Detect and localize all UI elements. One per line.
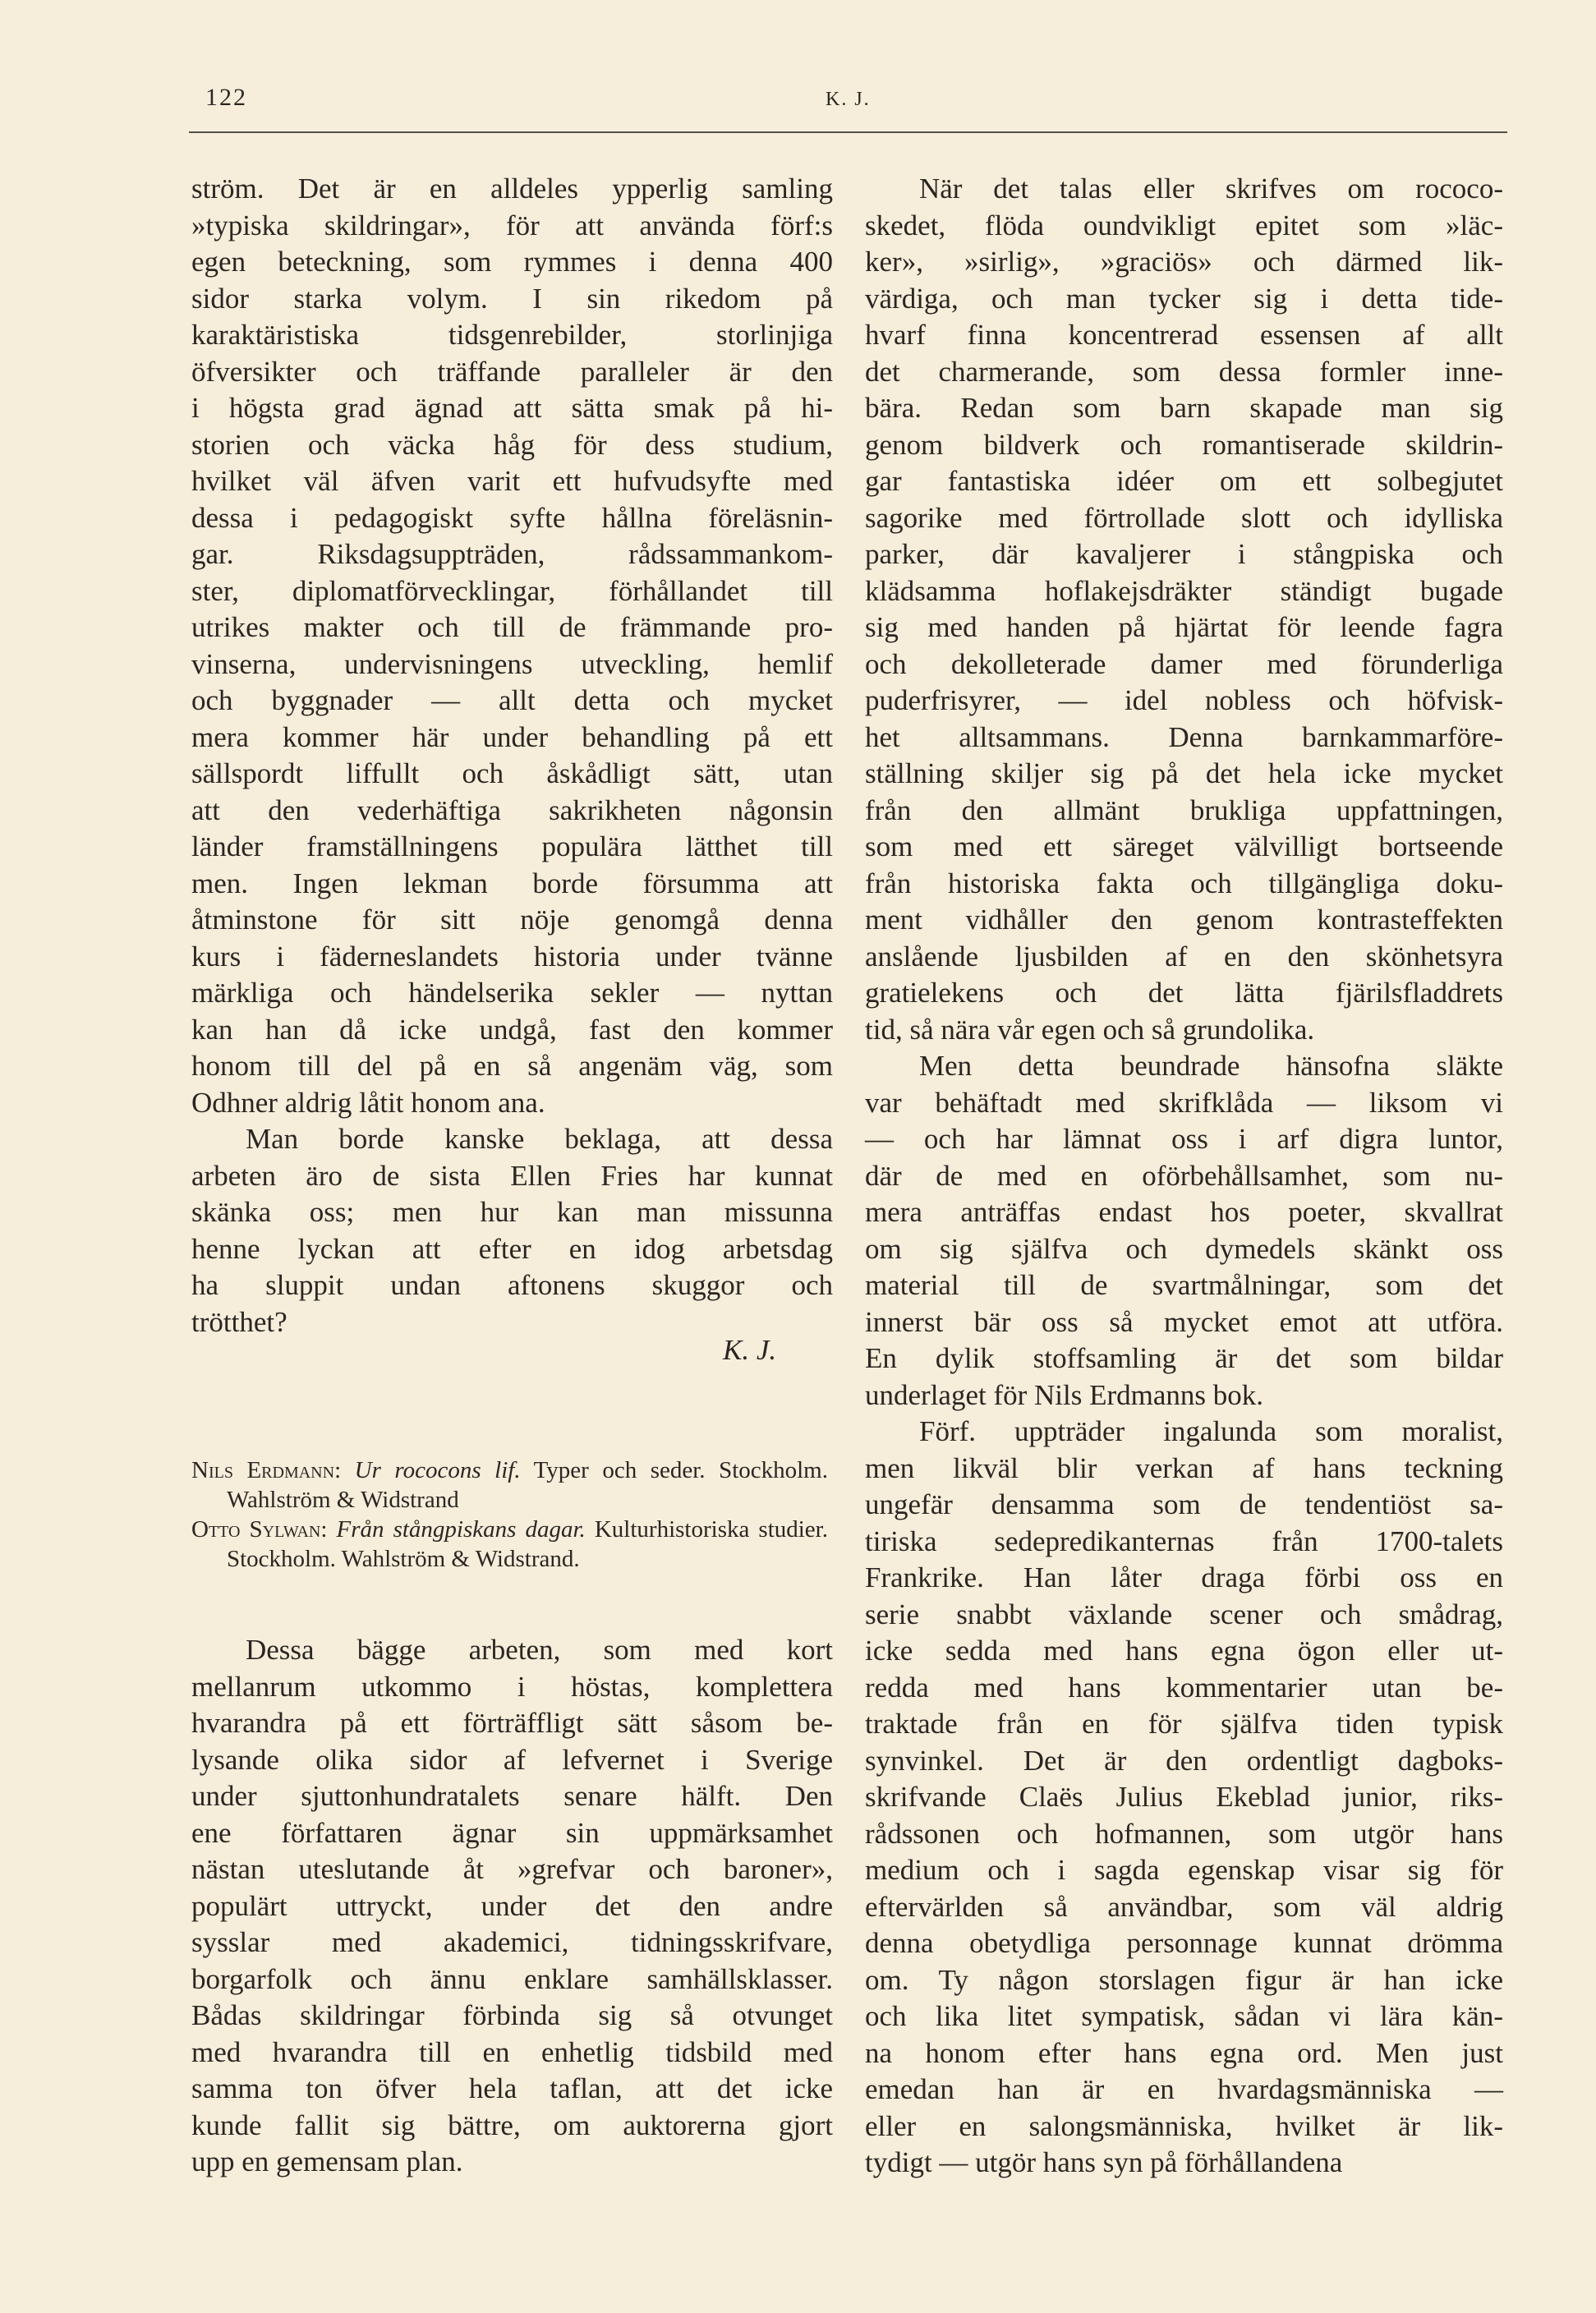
text-line: tid, så nära vår egen och så grundolika. [865, 1013, 1315, 1046]
citation-author: Nils Erdmann [191, 1457, 335, 1483]
text-line: om sig själfva och dymedels skänkt oss [865, 1232, 1503, 1265]
text-line: där de med en oförbehållsamhet, som nu- [865, 1159, 1503, 1192]
text-line: sidor starka volym. I sin rikedom på [191, 282, 833, 315]
text-line: upp en gemensam plan. [191, 2145, 463, 2177]
text-line: Frankrike. Han låter draga förbi oss en [865, 1561, 1503, 1593]
left-column-review [191, 1632, 833, 2181]
text-line: och lika litet sympatisk, sådan vi lära kän- [865, 2000, 1503, 2032]
running-head: K. J. [826, 89, 871, 110]
text-line: En dylik stoffsamling är det som bildar [865, 1342, 1503, 1374]
text-line: vinserna, undervisningens utveckling, hemlif [191, 647, 833, 680]
text-line: eller en salongsmänniska, hvilket är lik- [865, 2109, 1503, 2142]
text-line: sig med handen på hjärtat för leende fagra [865, 611, 1503, 643]
text-line: — och har lämnat oss i arf digra luntor, [865, 1123, 1503, 1155]
right-column [865, 171, 1503, 2182]
text-line: skrifvande Claës Julius Ekeblad junior, riks- [865, 1781, 1503, 1813]
text-line: Men detta beundrade hänsofna släkte [919, 1050, 1503, 1082]
book-citations [191, 1455, 828, 1574]
text-line: ungefär densamma som de tendentiöst sa- [865, 1488, 1503, 1520]
text-line: åtminstone för sitt nöje genomgå denna [191, 904, 833, 936]
text-line: skänka oss; men hur kan man missunna [191, 1196, 833, 1228]
text-line: eftervärlden så användbar, som väl aldrig [865, 1890, 1503, 1923]
text-line: mera anträffas endast hos poeter, skvallrat [865, 1196, 1503, 1228]
citation-details: Kulturhistoriska studier. Stockholm. Wahlström & Widstrand. [227, 1516, 828, 1572]
citation-item: Otto Sylwan: Från stångpiskans dagar. Kulturhistoriska studier. Stockholm. Wahlström & Widstrand. [191, 1516, 828, 1572]
text-line: Man borde kanske beklaga, att dessa [246, 1123, 833, 1155]
text-line: kan han då icke undgå, fast den kommer [191, 1013, 833, 1046]
text-line: och byggnader — allt detta och mycket [191, 684, 833, 716]
header-rule [189, 131, 1507, 133]
text-line: underlaget för Nils Erdmanns bok. [865, 1378, 1264, 1411]
text-line: När det talas eller skrifves om rococo- [919, 172, 1503, 205]
text-line: ha sluppit undan aftonens skuggor och [191, 1269, 833, 1301]
text-line: sällspordt liffullt och åskådligt sätt, utan [191, 757, 833, 789]
citation-author: Otto Sylwan [191, 1516, 321, 1543]
text-line: mera kommer här under behandling på ett [191, 720, 833, 753]
text-line: karaktäristiska tidsgenrebilder, storlinjiga [191, 319, 833, 351]
text-line: traktade från en för själfva tiden typisk [865, 1708, 1503, 1740]
text-line: rådssonen och hofmannen, som utgör hans [865, 1817, 1503, 1850]
text-line: kunde fallit sig bättre, om auktorerna gjort [191, 2108, 833, 2141]
text-line: gar. Riksdagsuppträden, rådssammankom- [191, 538, 833, 570]
paragraph [191, 1632, 833, 2181]
citation-title: Ur rococons lif. [354, 1457, 521, 1483]
page-number: 122 [205, 84, 247, 111]
text-line: märkliga och händelserika sekler — nyttan [191, 977, 833, 1009]
paragraph [865, 1048, 1503, 1414]
text-line: na honom efter hans egna ord. Men just [865, 2036, 1503, 2069]
text-line: ker», »sirlig», »graciös» och därmed lik- [865, 246, 1503, 278]
text-line: innerst bär oss så mycket emot att utföra. [865, 1305, 1503, 1338]
text-line: från historiska fakta och tillgängliga doku- [865, 867, 1503, 899]
citation-details: Typer och seder. Stockholm. Wahlström & Widstrand [227, 1457, 828, 1513]
text-line: ment vidhåller den genom kontrasteffekten [865, 904, 1503, 936]
citation-title: Från stångpiskans dagar. [336, 1516, 586, 1543]
text-line: puderfrisyrer, — idel nobless och höfvisk- [865, 684, 1503, 716]
text-line: om. Ty någon storslagen figur är han icke [865, 1963, 1503, 1996]
text-line: Bådas skildringar förbinda sig så otvunget [191, 1999, 833, 2031]
text-line: synvinkel. Det är den ordentligt dagboks- [865, 1744, 1503, 1777]
text-line: gar fantastiska idéer om ett solbegjutet [865, 465, 1503, 497]
text-line: emedan han är en hvardagsmänniska — [865, 2073, 1503, 2105]
text-line: dessa i pedagogiskt syfte hållna föreläsnin- [191, 501, 833, 534]
text-line: henne lyckan att efter en idog arbetsdag [191, 1232, 833, 1265]
text-line: och dekolleterade damer med förunderliga [865, 647, 1503, 680]
text-line: mellanrum utkommo i höstas, komplettera [191, 1670, 833, 1703]
text-line: borgarfolk och ännu enklare samhällsklasser. [191, 1962, 833, 1995]
text-line: värdiga, och man tycker sig i detta tide- [865, 282, 1503, 315]
text-line: hvarandra på ett förträffligt sätt såsom be- [191, 1707, 833, 1739]
paragraph [191, 171, 833, 1121]
text-line: egen beteckning, som rymmes i denna 400 [191, 246, 833, 278]
text-line: material till de svartmålningar, som det [865, 1269, 1503, 1301]
text-line: i högsta grad ägnad att sätta smak på hi- [191, 392, 833, 424]
text-line: hvilket väl äfven varit ett hufvudsyfte med [191, 465, 833, 497]
text-line: länder framställningens populära lätthet till [191, 830, 833, 862]
text-line: var behäftadt med skrifklåda — liksom vi [865, 1086, 1503, 1119]
text-line: nästan uteslutande åt »grefvar och baroner», [191, 1853, 833, 1885]
text-line: Dessa bägge arbeten, som med kort [246, 1634, 833, 1666]
text-line: ström. Det är en alldeles ypperlig samling [191, 172, 833, 205]
text-line: sysslar med akademici, tidningsskrifvare, [191, 1926, 833, 1958]
text-line: Förf. uppträder ingalunda som moralist, [919, 1415, 1503, 1447]
text-line: ene författaren ägnar sin uppmärksamhet [191, 1816, 833, 1849]
text-line: hvarf finna koncentrerad essensen af allt [865, 319, 1503, 351]
text-line: honom till del på en så angenäm väg, som [191, 1050, 833, 1082]
text-line: som med ett säreget välvilligt bortseende [865, 830, 1503, 862]
text-line: redda med hans kommentarier utan be- [865, 1671, 1503, 1704]
text-line: det charmerande, som dessa formler inne- [865, 355, 1503, 388]
text-line: öfversikter och träffande paralleler är den [191, 355, 833, 388]
text-line: arbeten äro de sista Ellen Fries har kunnat [191, 1159, 833, 1192]
text-line: het alltsammans. Denna barnkammarföre- [865, 720, 1503, 753]
text-line: bära. Redan som barn skapade man sig [865, 392, 1503, 424]
text-line: med hvarandra till en enhetlig tidsbild med [191, 2035, 833, 2068]
text-line: icke sedda med hans egna ögon eller ut- [865, 1635, 1503, 1667]
text-line: kurs i fäderneslandets historia under tvänne [191, 940, 833, 973]
text-line: tydigt — utgör hans syn på förhållandena [865, 2146, 1343, 2178]
text-line: utrikes makter och till de främmande pro- [191, 611, 833, 643]
paragraph [191, 1121, 833, 1340]
text-line: från den allmänt brukliga uppfattningen, [865, 793, 1503, 826]
left-column [191, 171, 833, 1340]
paragraph [865, 171, 1503, 1048]
text-line: men likväl blir verkan af hans teckning [865, 1451, 1503, 1484]
text-line: att den vederhäftiga sakrikheten någonsin [191, 793, 833, 826]
text-line: under sjuttonhundratalets senare hälft. Den [191, 1780, 833, 1812]
text-line: medium och i sagda egenskap visar sig för [865, 1854, 1503, 1886]
text-line: »typiska skildringar», för att använda förf:s [191, 209, 833, 241]
text-line: klädsamma hoflakejsdräkter ständigt bugade [865, 574, 1503, 607]
text-line: populärt uttryckt, under det den andre [191, 1889, 833, 1922]
text-line: serie snabbt växlande scener och smådrag, [865, 1598, 1503, 1630]
text-line: ställning skiljer sig på det hela icke mycket [865, 757, 1503, 789]
text-line: sagorike med förtrollade slott och idylliska [865, 501, 1503, 534]
citation-item: Nils Erdmann: Ur rococons lif. Typer och seder. Stockholm. Wahlström & Widstrand [191, 1457, 828, 1513]
text-line: tiriska sedepredikanternas från 1700-talets [865, 1524, 1503, 1557]
paragraph [865, 1414, 1503, 2182]
text-line: anslående ljusbilden af en den skönhetsyra [865, 940, 1503, 973]
text-line: Odhner aldrig låtit honom ana. [191, 1086, 545, 1119]
text-line: parker, där kavaljerer i stångpiska och [865, 538, 1503, 570]
text-line: samma ton öfver hela taflan, att det icke [191, 2072, 833, 2104]
text-line: trötthet? [191, 1305, 287, 1338]
signature: K. J. [723, 1334, 777, 1366]
text-line: genom bildverk och romantiserade skildrin- [865, 428, 1503, 461]
text-line: denna obetydliga personnage kunnat drömma [865, 1927, 1503, 1959]
text-line: men. Ingen lekman borde försumma att [191, 867, 833, 899]
text-line: ster, diplomatförvecklingar, förhållandet till [191, 574, 833, 607]
text-line: storien och väcka håg för dess studium, [191, 428, 833, 461]
text-line: skedet, flöda oundvikligt epitet som »läc- [865, 209, 1503, 241]
text-line: gratielekens och det lätta fjärilsfladdrets [865, 977, 1503, 1009]
text-line: lysande olika sidor af lefvernet i Sverige [191, 1743, 833, 1776]
